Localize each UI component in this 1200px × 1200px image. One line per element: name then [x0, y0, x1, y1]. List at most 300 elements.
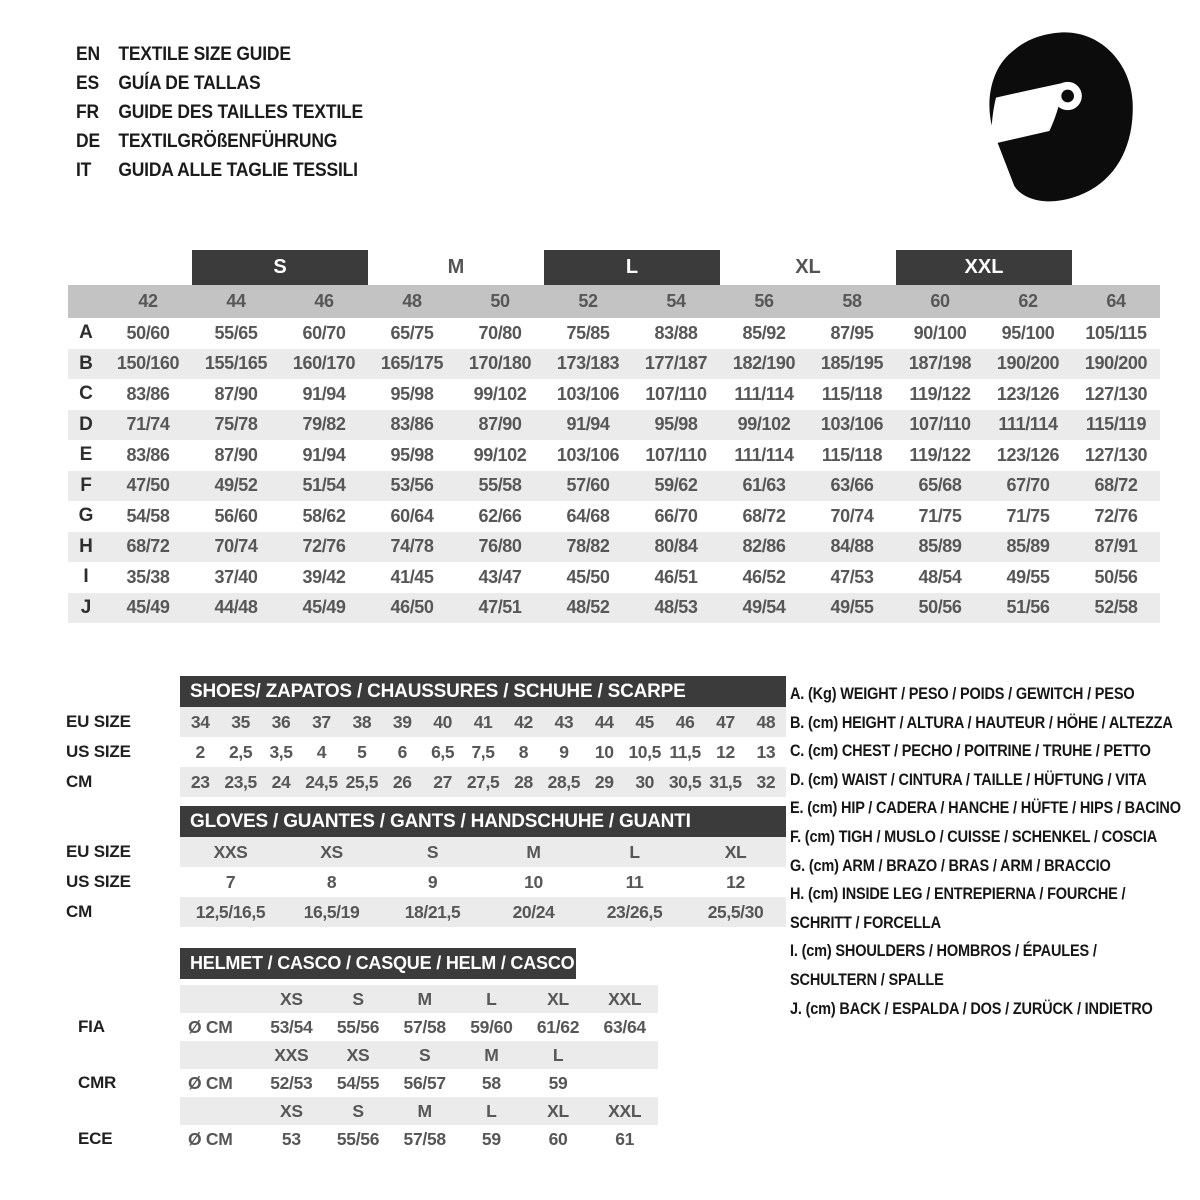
row-cells	[180, 1125, 658, 1153]
size-row	[60, 837, 786, 867]
size-number: 50	[490, 291, 510, 311]
measure-value: 47/51	[478, 597, 522, 618]
measure-value: 49/54	[742, 597, 786, 618]
helmet-size-table	[60, 948, 786, 1153]
measure-value: 70/74	[830, 505, 874, 526]
size-label: S	[352, 1100, 364, 1121]
size-value: 43	[554, 711, 574, 732]
measure-value: 83/86	[126, 383, 170, 404]
measure-value: 95/98	[390, 444, 434, 465]
measure-value: 87/91	[1094, 536, 1138, 557]
size-value: 39	[392, 711, 412, 732]
size-label: XS	[279, 988, 303, 1009]
measure-value: 46/52	[742, 566, 786, 587]
measure-value: 68/72	[126, 536, 170, 557]
row-label: G	[78, 505, 94, 527]
size-group-m: M	[447, 256, 465, 278]
measure-value: 115/119	[1085, 414, 1147, 435]
row-label: H	[79, 535, 93, 557]
size-value: 29	[594, 771, 614, 792]
row-label: C	[79, 383, 93, 405]
measure-value: 111/114	[734, 444, 794, 465]
measure-value: 41/45	[390, 566, 434, 587]
legend-line: G. (cm) ARM / BRAZO / BRAS / ARM / BRACCIO	[790, 856, 1111, 875]
measure-value: 84/88	[830, 536, 874, 557]
measure-value: 57/60	[566, 475, 610, 496]
size-value: 45	[635, 711, 654, 732]
size-value: 27,5	[466, 771, 500, 792]
size-number: 54	[666, 291, 686, 311]
size-value	[591, 1069, 658, 1097]
legend-line: A. (Kg) WEIGHT / PESO / POIDS / GEWITCH / PESO	[790, 685, 1135, 703]
measure-value: 52/58	[1094, 597, 1138, 618]
size-value: 7	[225, 871, 236, 892]
measure-value: 150/160	[116, 353, 180, 374]
size-value: 11	[625, 871, 644, 892]
measure-value: 37/40	[214, 566, 258, 587]
measure-value: 91/94	[302, 383, 346, 404]
size-number: 64	[1106, 291, 1126, 311]
size-value: 44	[594, 711, 614, 732]
size-value: 10,5	[628, 741, 661, 762]
measure-value: 72/76	[1094, 505, 1138, 526]
helmet-icon	[972, 26, 1140, 206]
size-value: 53	[281, 1128, 301, 1149]
size-value: 12	[726, 871, 745, 892]
unit-cell: Ø CM	[188, 1016, 233, 1037]
language-list	[76, 40, 363, 185]
size-value: 28	[514, 771, 533, 792]
language-row	[76, 127, 363, 156]
row-label: A	[79, 322, 93, 344]
measure-value: 46/50	[390, 597, 434, 618]
size-value: M	[526, 841, 541, 862]
size-value: 18/21,5	[404, 901, 461, 922]
measure-value: 87/90	[214, 444, 258, 465]
measure-value: 119/122	[909, 383, 971, 404]
size-value: 56/57	[403, 1072, 446, 1093]
measure-value: 165/175	[380, 353, 444, 374]
size-row	[60, 897, 786, 927]
row-cells	[180, 867, 786, 897]
size-label: XS	[346, 1044, 370, 1065]
row-label: US SIZE	[66, 872, 131, 891]
measure-value: 83/86	[390, 414, 434, 435]
unit-cell: Ø CM	[188, 1072, 233, 1093]
measure-value: 111/114	[734, 383, 794, 404]
size-value: 41	[473, 711, 493, 732]
measure-value: 80/84	[654, 536, 698, 557]
measure-value: 55/58	[478, 475, 522, 496]
measure-value: 48/53	[654, 597, 698, 618]
measure-value: 67/70	[1006, 475, 1050, 496]
measure-value: 58/62	[302, 505, 346, 526]
measure-value: 107/110	[645, 444, 707, 465]
unit-cell	[180, 1097, 258, 1125]
row-cells	[180, 837, 786, 867]
row-label: I	[83, 566, 89, 588]
language-title: GUÍA DE TALLAS	[118, 72, 261, 94]
size-value: 35	[231, 711, 250, 732]
measure-value: 56/60	[214, 505, 258, 526]
size-value: 47	[716, 711, 735, 732]
measure-value: 50/56	[1094, 566, 1138, 587]
size-value: 53/54	[270, 1016, 313, 1037]
legend-line: E. (cm) HIP / CADERA / HANCHE / HÜFTE / HIPS / BACINO	[790, 799, 1181, 818]
size-value: 5	[357, 741, 367, 762]
measure-value: 99/102	[473, 444, 527, 465]
shoes-size-table	[60, 676, 786, 797]
row-label: B	[79, 352, 93, 374]
row-label: ECE	[78, 1129, 113, 1148]
size-value: 48	[756, 711, 776, 732]
size-label: S	[352, 988, 364, 1009]
measure-value: 60/64	[390, 505, 434, 526]
size-value: 46	[675, 711, 695, 732]
language-code: ES	[76, 72, 99, 94]
size-value: 2,5	[229, 741, 253, 762]
size-label	[591, 1041, 658, 1069]
size-value: 13	[756, 741, 776, 762]
measure-value: 48/54	[918, 566, 962, 587]
helmet-size-header-row	[60, 985, 786, 1013]
size-value: 55/56	[336, 1016, 380, 1037]
row-label: US SIZE	[66, 742, 131, 761]
size-value: 59	[548, 1072, 568, 1093]
measure-value: 47/50	[126, 475, 170, 496]
measure-value: 103/106	[556, 444, 620, 465]
measure-row-b	[68, 349, 1160, 380]
size-value: 55/56	[336, 1128, 380, 1149]
size-row	[60, 767, 786, 797]
row-cells	[180, 1041, 658, 1069]
language-code: EN	[76, 43, 100, 65]
size-group-xl: XL	[795, 256, 821, 278]
measure-value: 170/180	[468, 353, 532, 374]
measure-value: 55/65	[214, 322, 258, 343]
size-number-row	[68, 285, 1160, 318]
size-label: XL	[547, 1100, 569, 1121]
size-number: 60	[930, 291, 950, 311]
helmet-value-row-fia	[60, 1013, 786, 1041]
measure-value: 49/52	[214, 475, 258, 496]
size-number: 58	[842, 291, 862, 311]
helmet-value-row-ece	[60, 1125, 786, 1153]
size-number: 56	[754, 291, 774, 311]
measure-value: 190/200	[996, 353, 1060, 374]
size-value: 8	[518, 741, 529, 762]
measure-value: 123/126	[996, 444, 1060, 465]
size-value: 23,5	[224, 771, 257, 792]
measure-value: 173/183	[556, 353, 620, 374]
measure-value: 35/38	[126, 566, 170, 587]
unit-cell	[180, 1041, 258, 1069]
row-label: D	[79, 413, 93, 435]
measure-value: 47/53	[830, 566, 874, 587]
measure-value: 39/42	[302, 566, 346, 587]
size-row	[60, 707, 786, 737]
measure-value: 49/55	[830, 597, 874, 618]
size-value: 20/24	[512, 901, 555, 922]
measure-value: 79/82	[302, 414, 346, 435]
measure-value: 115/118	[821, 444, 883, 465]
measure-value: 61/63	[742, 475, 786, 496]
measure-value: 107/110	[909, 414, 971, 435]
measure-value: 46/51	[654, 566, 698, 587]
measure-value: 90/100	[913, 322, 967, 343]
measure-value: 65/75	[390, 322, 434, 343]
measure-value: 71/75	[1006, 505, 1050, 526]
size-number: 44	[226, 291, 246, 311]
measure-value: 115/118	[821, 383, 883, 404]
row-label: CMR	[78, 1073, 117, 1092]
size-number: 46	[314, 291, 334, 311]
row-label: J	[80, 596, 92, 618]
language-title: TEXTILE SIZE GUIDE	[118, 43, 291, 65]
size-label: XXL	[608, 988, 642, 1009]
measure-value: 95/100	[1001, 322, 1055, 343]
size-value: 23	[190, 771, 210, 792]
size-value: XXS	[213, 841, 248, 862]
size-number: 42	[138, 291, 158, 311]
section-title: HELMET / CASCO / CASQUE / HELM / CASCO	[180, 948, 576, 979]
size-label: S	[418, 1044, 431, 1065]
size-label: L	[552, 1044, 564, 1065]
row-label: FIA	[78, 1017, 105, 1036]
size-value: 10	[524, 871, 543, 892]
language-row	[76, 69, 363, 98]
measure-legend	[790, 680, 1181, 1023]
size-label: XXS	[274, 1044, 309, 1065]
size-value: 24	[271, 771, 291, 792]
measure-value: 45/49	[302, 597, 346, 618]
measure-value: 76/80	[478, 536, 522, 557]
row-cells	[180, 1069, 658, 1097]
size-value: 59	[481, 1128, 501, 1149]
measure-value: 49/55	[1006, 566, 1050, 587]
measure-value: 51/56	[1006, 597, 1050, 618]
size-group-l: L	[544, 250, 720, 285]
measure-value: 111/114	[998, 414, 1058, 435]
measure-value: 78/82	[566, 536, 610, 557]
measure-value: 127/130	[1084, 383, 1148, 404]
size-value: 9	[559, 741, 569, 762]
size-label: XL	[547, 988, 569, 1009]
language-code: DE	[76, 130, 100, 152]
row-cells	[180, 985, 658, 1013]
measure-value: 82/86	[742, 536, 786, 557]
measure-value: 63/66	[830, 475, 874, 496]
measure-value: 155/165	[204, 353, 268, 374]
size-value: 2	[195, 741, 205, 762]
measure-value: 187/198	[908, 353, 972, 374]
size-value: 4	[316, 741, 327, 762]
measure-row-c	[68, 379, 1160, 410]
measure-value: 119/122	[909, 444, 971, 465]
size-label: M	[417, 1100, 432, 1121]
measure-value: 99/102	[473, 383, 527, 404]
measure-value: 107/110	[645, 383, 707, 404]
size-value: 24,5	[305, 771, 338, 792]
measure-value: 44/48	[214, 597, 258, 618]
language-title: GUIDE DES TAILLES TEXTILE	[118, 101, 363, 123]
size-value: 40	[433, 711, 452, 732]
measure-row-e	[68, 440, 1160, 471]
size-label: M	[417, 988, 432, 1009]
language-row	[76, 156, 363, 185]
measure-row-d	[68, 410, 1160, 441]
measure-value: 64/68	[566, 505, 610, 526]
row-label	[60, 1097, 180, 1125]
size-value: 9	[427, 871, 438, 892]
size-value: 3,5	[269, 741, 293, 762]
unit-cell: Ø CM	[188, 1128, 233, 1149]
measure-value: 185/195	[820, 353, 884, 374]
measure-value: 70/74	[214, 536, 258, 557]
language-row	[76, 98, 363, 127]
measure-value: 190/200	[1084, 353, 1148, 374]
measure-value: 160/170	[292, 353, 356, 374]
measure-value: 87/95	[830, 322, 874, 343]
row-cells	[180, 1097, 658, 1125]
size-value: 34	[190, 711, 210, 732]
measure-value: 75/78	[214, 414, 258, 435]
main-size-table	[68, 250, 1160, 623]
measure-row-a	[68, 318, 1160, 349]
size-value: XL	[724, 841, 747, 862]
legend-line: I. (cm) SHOULDERS / HOMBROS / ÉPAULES /	[790, 942, 1097, 961]
size-value: 57/58	[403, 1016, 446, 1037]
size-value: 26	[392, 771, 412, 792]
measure-value: 60/70	[302, 322, 346, 343]
size-group-s: S	[192, 250, 368, 285]
size-label: XS	[279, 1100, 303, 1121]
size-number: 62	[1018, 291, 1038, 311]
size-value: 38	[352, 711, 372, 732]
size-row	[60, 867, 786, 897]
row-cells	[180, 1013, 658, 1041]
measure-row-h	[68, 532, 1160, 563]
legend-line: F. (cm) TIGH / MUSLO / CUISSE / SCHENKEL / COSCIA	[790, 827, 1158, 846]
size-value: XS	[320, 841, 343, 862]
size-value: 30	[635, 771, 654, 792]
size-group-xxl: XXL	[896, 250, 1072, 285]
row-label: CM	[66, 902, 93, 921]
measure-value: 65/68	[918, 475, 962, 496]
size-value: 36	[271, 711, 291, 732]
measure-value: 71/75	[918, 505, 962, 526]
size-number: 52	[578, 291, 598, 311]
size-label: XXL	[608, 1100, 642, 1121]
row-label: E	[79, 444, 93, 466]
measure-value: 87/90	[478, 414, 522, 435]
row-cells	[180, 767, 786, 797]
legend-line: C. (cm) CHEST / PECHO / POITRINE / TRUHE / PETTO	[790, 742, 1151, 761]
size-value: L	[629, 841, 640, 862]
size-value: 54/55	[336, 1072, 380, 1093]
legend-line: D. (cm) WAIST / CINTURA / TAILLE / HÜFTUNG / VITA	[790, 770, 1147, 789]
size-value: 23/26,5	[606, 901, 663, 922]
measure-value: 72/76	[302, 536, 346, 557]
measure-value: 45/50	[566, 566, 610, 587]
legend-line: B. (cm) HEIGHT / ALTURA / HAUTEUR / HÖHE / ALTEZZA	[790, 713, 1173, 732]
size-value: 58	[481, 1072, 501, 1093]
section-title: GLOVES / GUANTES / GANTS / HANDSCHUHE / GUANTI	[180, 806, 786, 837]
measure-value: 87/90	[214, 383, 258, 404]
measure-value: 68/72	[1094, 475, 1138, 496]
measure-value: 103/106	[556, 383, 620, 404]
size-value: 59/60	[470, 1016, 513, 1037]
measure-value: 70/80	[478, 322, 522, 343]
measure-value: 48/52	[566, 597, 610, 618]
row-label: CM	[66, 772, 93, 791]
size-group-row	[68, 250, 1160, 285]
language-row	[76, 40, 363, 69]
measure-value: 83/86	[126, 444, 170, 465]
size-value: 60	[548, 1128, 568, 1149]
measure-value: 59/62	[654, 475, 698, 496]
size-value: 25,5/30	[707, 901, 764, 922]
legend-line: J. (cm) BACK / ESPALDA / DOS / ZURÜCK / INDIETRO	[790, 999, 1153, 1018]
helmet-value-row-cmr	[60, 1069, 786, 1097]
measure-value: 83/88	[654, 322, 698, 343]
measure-value: 95/98	[390, 383, 434, 404]
measure-value: 50/60	[126, 322, 170, 343]
unit-cell	[180, 985, 258, 1013]
size-value: 25,5	[345, 771, 379, 792]
helmet-size-header-row	[60, 1097, 786, 1125]
row-cells	[180, 707, 786, 737]
language-code: IT	[76, 159, 92, 181]
size-value: 61/62	[536, 1016, 580, 1037]
legend-line: SCHRITT / FORCELLA	[790, 913, 941, 932]
measure-value: 85/89	[1006, 536, 1050, 557]
size-value: 6,5	[431, 741, 455, 762]
size-value: 12	[716, 741, 735, 762]
measure-row-f	[68, 471, 1160, 502]
language-code: FR	[76, 101, 99, 123]
size-value: 7,5	[471, 741, 495, 762]
size-value: 30,5	[668, 771, 702, 792]
measure-value: 54/58	[126, 505, 170, 526]
size-label: L	[486, 1100, 497, 1121]
size-label: L	[486, 988, 497, 1009]
size-value: 16,5/19	[303, 901, 360, 922]
measure-value: 99/102	[737, 414, 791, 435]
size-row	[60, 737, 786, 767]
measure-value: 127/130	[1084, 444, 1148, 465]
row-label: F	[80, 474, 92, 496]
row-cells	[180, 737, 786, 767]
measure-value: 53/56	[390, 475, 434, 496]
size-value: S	[426, 841, 439, 862]
measure-value: 50/56	[918, 597, 962, 618]
measure-value: 43/47	[478, 566, 522, 587]
size-value: 61	[615, 1128, 635, 1149]
measure-value: 68/72	[742, 505, 786, 526]
measure-row-j	[68, 593, 1160, 624]
measure-value: 71/74	[126, 414, 170, 435]
size-value: 42	[514, 711, 533, 732]
measure-value: 85/89	[918, 536, 962, 557]
size-label: M	[484, 1044, 499, 1065]
measure-value: 182/190	[732, 353, 796, 374]
language-title: GUIDA ALLE TAGLIE TESSILI	[118, 159, 358, 181]
size-value: 11,5	[669, 741, 701, 762]
corner-cell	[68, 285, 104, 318]
measure-value: 66/70	[654, 505, 698, 526]
measure-value: 85/92	[742, 322, 786, 343]
